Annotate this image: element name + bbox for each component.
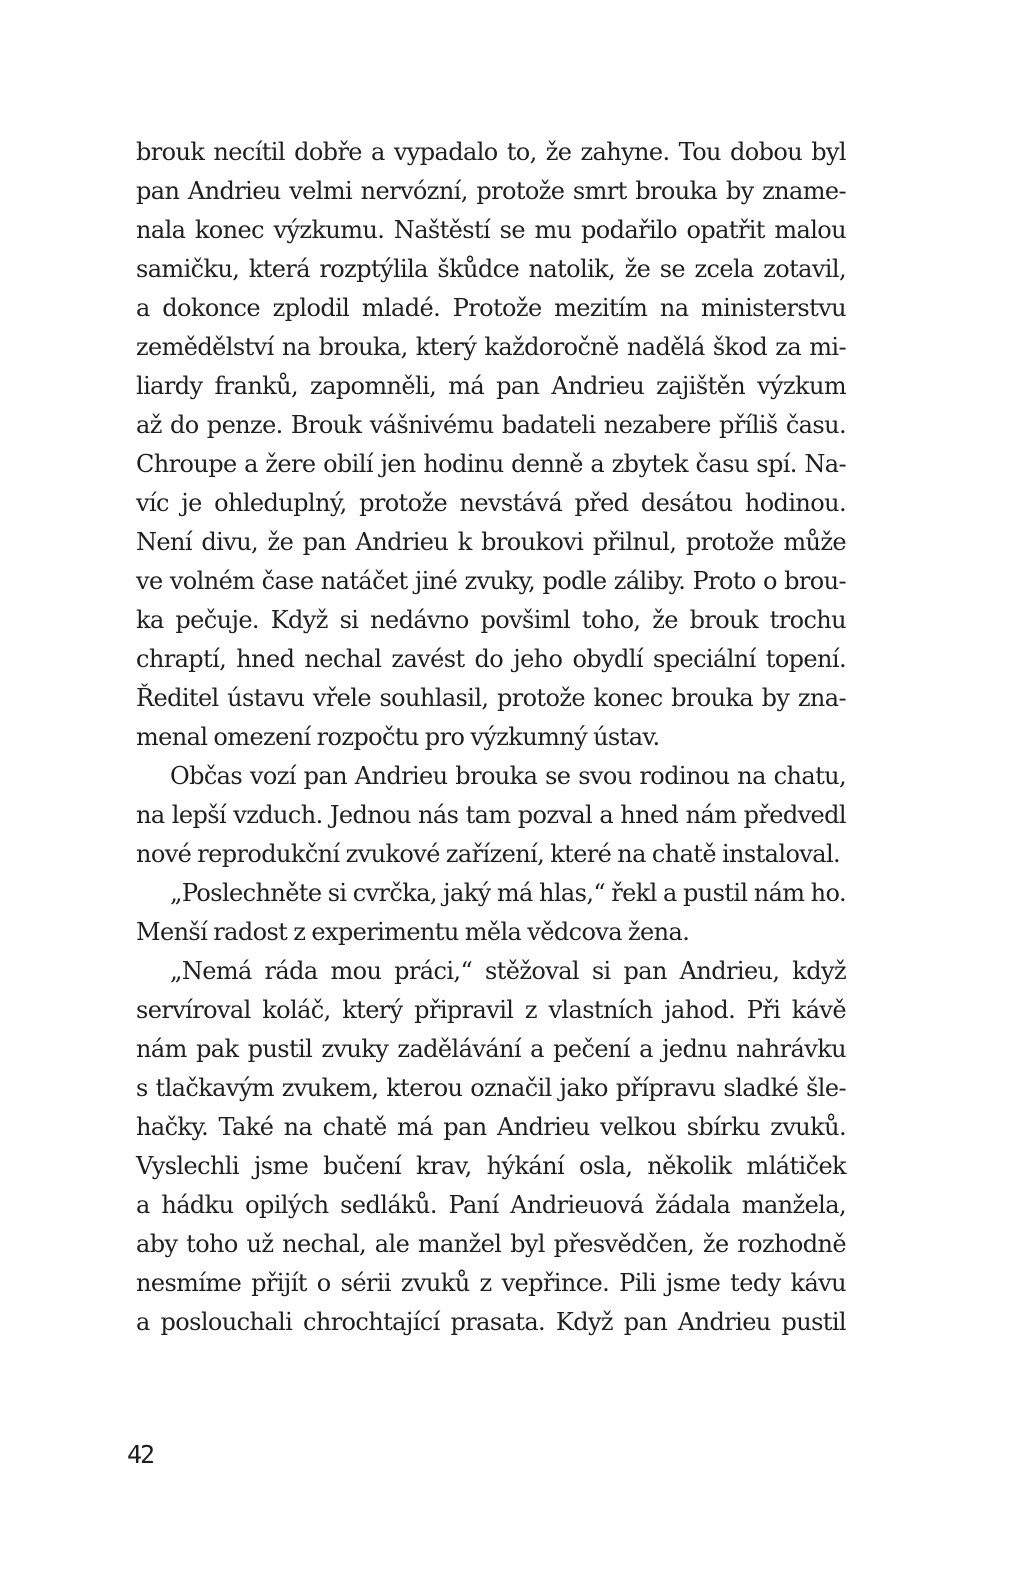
body-text (136, 133, 846, 1342)
paragraph-end-line: nové reprodukční zvukové zařízení, které na chatě instaloval. (136, 840, 841, 868)
text-line: chraptí, hned nechal zavést do jeho obydlí speciální topení. (136, 645, 846, 673)
text-line: nesmíme přijít o sérii zvuků z vepřince. Pili jsme tedy kávu (136, 1269, 846, 1297)
text-line: na lepší vzduch. Jednou nás tam pozval a hned nám předvedl (136, 801, 846, 829)
paragraph-start-line: „Poslechněte si cvrčka, jaký má hlas,“ řekl a pustil nám ho. (170, 879, 846, 907)
text-line: nám pak pustil zvuky zadělávání a pečení a jednu nahrávku (136, 1035, 846, 1063)
paragraph-start-line: Občas vozí pan Andrieu brouka se svou rodinou na chatu, (170, 762, 846, 790)
text-line: nala konec výzkumu. Naštěstí se mu podařilo opatřit malou (136, 216, 846, 244)
text-line: a poslouchali chrochtající prasata. Když pan Andrieu pustil (136, 1308, 846, 1336)
text-line: a dokonce zplodil mladé. Protože mezitím na ministerstvu (136, 294, 846, 322)
text-line: ka pečuje. Když si nedávno povšiml toho, že brouk trochu (136, 606, 846, 634)
text-line: servíroval koláč, který připravil z vlastních jahod. Při kávě (136, 996, 846, 1024)
text-line: až do penze. Brouk vášnivému badateli nezabere příliš času. (136, 411, 846, 439)
text-line: Chroupe a žere obilí jen hodinu denně a zbytek času spí. Na- (136, 450, 846, 478)
text-line: víc je ohleduplný, protože nevstává před desátou hodinou. (136, 489, 846, 517)
text-line: hačky. Také na chatě má pan Andrieu velkou sbírku zvuků. (136, 1113, 846, 1141)
text-line: Ředitel ústavu vřele souhlasil, protože konec brouka by zna- (136, 684, 846, 712)
text-line: a hádku opilých sedláků. Paní Andrieuová žádala manžela, (136, 1191, 846, 1219)
text-line: ve volném čase natáčet jiné zvuky, podle záliby. Proto o brou- (136, 567, 846, 595)
text-line: samičku, která rozptýlila škůdce natolik, že se zcela zotavil, (136, 255, 846, 283)
text-line: pan Andrieu velmi nervózní, protože smrt brouka by zname- (136, 177, 846, 205)
text-line: brouk necítil dobře a vypadalo to, že zahyne. Tou dobou byl (136, 138, 846, 166)
text-line: Vyslechli jsme bučení krav, hýkání osla, několik mlátiček (136, 1152, 846, 1180)
paragraph-end-line: menal omezení rozpočtu pro výzkumný ústav. (136, 723, 660, 751)
text-line: s tlačkavým zvukem, kterou označil jako přípravu sladké šle- (136, 1074, 846, 1102)
text-line: aby toho už nechal, ale manžel byl přesvědčen, že rozhodně (136, 1230, 846, 1258)
page-number: 42 (127, 1440, 154, 1469)
paragraph-end-line: Menší radost z experimentu měla vědcova žena. (136, 918, 690, 946)
text-line: Není divu, že pan Andrieu k broukovi přilnul, protože může (136, 528, 846, 556)
text-line: zemědělství na brouka, který každoročně nadělá škod za mi- (136, 333, 846, 361)
text-line: liardy franků, zapomněli, má pan Andrieu zajištěn výzkum (136, 372, 846, 400)
paragraph-start-line: „Nemá ráda mou práci,“ stěžoval si pan Andrieu, když (170, 957, 846, 985)
